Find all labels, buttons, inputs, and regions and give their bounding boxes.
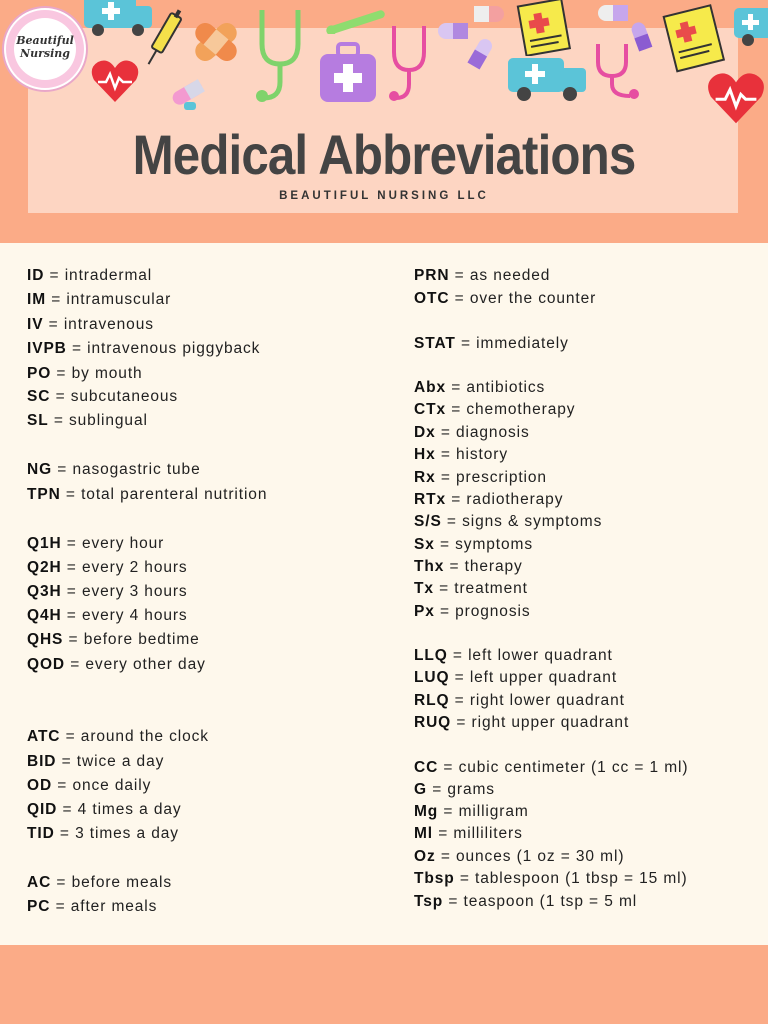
abbreviation-entry — [414, 491, 563, 509]
separator: = — [451, 379, 462, 396]
footer-band — [0, 945, 768, 1024]
abbreviation-term: PC — [27, 898, 51, 915]
abbreviation-meaning: signs & symptoms — [462, 513, 603, 530]
abbreviation-meaning: symptoms — [455, 536, 533, 553]
abbreviation-entry — [414, 580, 528, 598]
pill-icon — [472, 2, 506, 26]
separator: = — [440, 469, 451, 486]
abbreviation-term: Abx — [414, 379, 446, 396]
abbreviation-entry — [27, 777, 151, 795]
abbreviation-entry — [27, 316, 154, 334]
abbreviation-meaning: twice a day — [76, 753, 165, 770]
abbreviation-meaning: sublingual — [69, 412, 148, 429]
separator: = — [454, 692, 465, 709]
separator: = — [443, 759, 454, 776]
abbreviation-meaning: antibiotics — [466, 379, 546, 396]
abbreviation-meaning: every 4 hours — [81, 607, 188, 624]
separator: = — [48, 316, 59, 333]
abbreviation-term: OTC — [414, 290, 450, 307]
abbreviation-meaning: diagnosis — [456, 424, 530, 441]
separator: = — [53, 412, 64, 429]
abbreviation-entry — [27, 535, 164, 553]
abbreviation-entry — [27, 291, 171, 309]
abbreviation-term: Hx — [414, 446, 436, 463]
abbreviation-meaning: by mouth — [71, 365, 143, 382]
pill-icon — [168, 74, 208, 114]
abbreviation-meaning: left lower quadrant — [468, 647, 613, 664]
abbreviation-entry — [414, 469, 547, 487]
abbreviation-meaning: milliliters — [453, 825, 523, 842]
separator: = — [443, 803, 454, 820]
separator: = — [66, 607, 77, 624]
abbreviation-entry — [27, 874, 172, 892]
abbreviation-term: QID — [27, 801, 58, 818]
abbreviation-term: PRN — [414, 267, 450, 284]
notepad-icon — [662, 4, 728, 74]
abbreviation-entry — [27, 583, 188, 601]
separator: = — [432, 781, 443, 798]
separator: = — [72, 340, 82, 357]
separator: = — [440, 446, 451, 463]
abbreviation-entry — [414, 446, 508, 464]
separator: = — [56, 874, 67, 891]
abbreviation-meaning: intramuscular — [66, 291, 172, 308]
abbreviation-entry — [414, 781, 495, 799]
abbreviation-entry — [414, 759, 688, 777]
abbreviation-meaning: therapy — [464, 558, 523, 575]
thermometer-icon — [322, 10, 392, 34]
abbreviation-term: Rx — [414, 469, 436, 486]
abbreviation-entry — [414, 870, 688, 888]
abbreviation-meaning: every 2 hours — [81, 559, 188, 576]
abbreviation-entry — [414, 647, 613, 665]
abbreviation-entry — [27, 656, 206, 674]
stethoscope-icon — [250, 4, 310, 104]
abbreviation-entry — [27, 340, 260, 358]
abbreviation-meaning: treatment — [454, 580, 528, 597]
abbreviation-meaning: total parenteral nutrition — [81, 486, 268, 503]
abbreviation-meaning: teaspoon (1 tsp = 5 ml — [463, 893, 638, 910]
separator: = — [65, 728, 76, 745]
abbreviation-entry — [414, 335, 569, 353]
separator: = — [461, 335, 471, 352]
separator: = — [454, 669, 465, 686]
separator: = — [68, 631, 79, 648]
bandage-icon — [188, 14, 244, 70]
abbreviation-entry — [414, 513, 602, 531]
abbreviation-entry — [27, 559, 188, 577]
abbreviation-entry — [27, 267, 152, 285]
abbreviation-meaning: radiotherapy — [466, 491, 564, 508]
abbreviation-term: NG — [27, 461, 53, 478]
abbreviation-entry — [27, 825, 179, 843]
stethoscope-icon — [384, 22, 434, 102]
separator: = — [440, 848, 451, 865]
separator: = — [439, 536, 450, 553]
abbreviation-term: IVPB — [27, 340, 67, 357]
abbreviation-term: Thx — [414, 558, 445, 575]
abbreviation-entry — [27, 388, 178, 406]
separator: = — [57, 777, 68, 794]
separator: = — [59, 825, 70, 842]
logo-text-line-2: Nursing — [20, 47, 70, 60]
abbreviation-entry — [27, 753, 164, 771]
abbreviation-meaning: immediately — [476, 335, 569, 352]
abbreviation-entry — [414, 825, 523, 843]
abbreviation-term: TID — [27, 825, 55, 842]
separator: = — [449, 558, 460, 575]
separator: = — [66, 535, 77, 552]
abbreviation-meaning: ounces (1 oz = 30 ml) — [456, 848, 625, 865]
ambulance-icon — [506, 50, 590, 104]
abbreviation-meaning: cubic centimeter (1 cc = 1 ml) — [458, 759, 689, 776]
abbreviation-meaning: every other day — [85, 656, 206, 673]
abbreviation-term: Mg — [414, 803, 439, 820]
separator: = — [459, 870, 470, 887]
pill-icon — [436, 20, 470, 42]
abbreviation-term: ATC — [27, 728, 61, 745]
abbreviation-meaning: once daily — [72, 777, 152, 794]
separator: = — [70, 656, 81, 673]
abbreviation-entry — [414, 267, 550, 285]
separator: = — [65, 486, 76, 503]
abbreviation-meaning: history — [456, 446, 508, 463]
abbreviation-meaning: left upper quadrant — [469, 669, 618, 686]
separator: = — [57, 461, 68, 478]
abbreviation-entry — [414, 669, 617, 687]
syringe-icon — [140, 6, 186, 72]
abbreviation-meaning: 4 times a day — [77, 801, 182, 818]
abbreviation-term: Ml — [414, 825, 434, 842]
notepad-icon — [516, 0, 576, 56]
abbreviation-entry — [27, 607, 188, 625]
abbreviation-entry — [414, 848, 624, 866]
abbreviation-entry — [414, 803, 529, 821]
separator: = — [66, 583, 77, 600]
abbreviation-term: LLQ — [414, 647, 448, 664]
abbreviation-meaning: right upper quadrant — [471, 714, 630, 731]
abbreviation-entry — [27, 631, 200, 649]
abbreviation-meaning: intravenous piggyback — [87, 340, 261, 357]
abbreviation-term: IM — [27, 291, 47, 308]
abbreviation-term: AC — [27, 874, 52, 891]
separator: = — [55, 388, 66, 405]
abbreviation-term: BID — [27, 753, 57, 770]
abbreviation-term: ID — [27, 267, 45, 284]
abbreviation-meaning: prognosis — [455, 603, 531, 620]
abbreviation-meaning: tablespoon (1 tbsp = 15 ml) — [475, 870, 688, 887]
page-subtitle: BEAUTIFUL NURSING LLC — [279, 190, 489, 202]
page-title: Medical Abbreviations — [132, 123, 636, 186]
abbreviation-meaning: every 3 hours — [81, 583, 188, 600]
abbreviation-term: Tsp — [414, 893, 444, 910]
heart-pulse-icon — [706, 70, 766, 126]
abbreviation-term: SC — [27, 388, 51, 405]
abbreviation-meaning: grams — [447, 781, 495, 798]
abbreviation-term: OD — [27, 777, 53, 794]
stethoscope-icon — [590, 40, 650, 100]
abbreviation-entry — [27, 461, 201, 479]
abbreviation-meaning: around the clock — [80, 728, 209, 745]
separator: = — [51, 291, 62, 308]
separator: = — [439, 580, 450, 597]
abbreviation-term: Px — [414, 603, 435, 620]
separator: = — [56, 365, 67, 382]
abbreviation-term: QOD — [27, 656, 66, 673]
separator: = — [451, 401, 462, 418]
abbreviation-meaning: as needed — [469, 267, 551, 284]
separator: = — [448, 893, 459, 910]
abbreviation-term: Sx — [414, 536, 435, 553]
abbreviation-meaning: chemotherapy — [466, 401, 576, 418]
abbreviation-entry — [27, 898, 157, 916]
logo — [4, 8, 86, 90]
abbreviation-term: Q3H — [27, 583, 62, 600]
abbreviation-term: QHS — [27, 631, 64, 648]
separator: = — [66, 559, 77, 576]
abbreviation-term: RTx — [414, 491, 446, 508]
abbreviation-term: Tbsp — [414, 870, 455, 887]
abbreviation-meaning: right lower quadrant — [469, 692, 625, 709]
first-aid-kit-icon — [318, 40, 378, 106]
abbreviation-entry — [414, 603, 530, 621]
separator: = — [451, 491, 462, 508]
separator: = — [62, 801, 73, 818]
abbreviation-entry — [414, 290, 596, 308]
abbreviation-term: LUQ — [414, 669, 450, 686]
abbreviation-term: IV — [27, 316, 44, 333]
abbreviation-term: TPN — [27, 486, 61, 503]
abbreviation-meaning: intravenous — [63, 316, 154, 333]
abbreviation-meaning: prescription — [456, 469, 547, 486]
abbreviation-term: RLQ — [414, 692, 450, 709]
abbreviation-entry — [414, 558, 523, 576]
abbreviation-entry — [414, 379, 545, 397]
abbreviation-term: PO — [27, 365, 52, 382]
logo-text-line-1: Beautiful — [16, 34, 74, 47]
abbreviation-entry — [414, 401, 575, 419]
abbreviation-entry — [27, 412, 148, 430]
abbreviation-meaning: intradermal — [64, 267, 153, 284]
abbreviation-meaning: after meals — [70, 898, 158, 915]
abbreviation-term: Dx — [414, 424, 436, 441]
abbreviation-entry — [414, 714, 629, 732]
abbreviation-term: SL — [27, 412, 49, 429]
ambulance-icon — [732, 4, 768, 48]
abbreviation-term: RUQ — [414, 714, 452, 731]
abbreviation-term: CTx — [414, 401, 446, 418]
abbreviation-term: Tx — [414, 580, 434, 597]
separator: = — [439, 603, 450, 620]
pill-icon — [466, 36, 496, 70]
abbreviation-term: Q1H — [27, 535, 62, 552]
abbreviation-term: Oz — [414, 848, 436, 865]
separator: = — [49, 267, 60, 284]
abbreviation-entry — [27, 801, 182, 819]
abbreviation-term: S/S — [414, 513, 442, 530]
abbreviation-term: CC — [414, 759, 439, 776]
separator: = — [440, 424, 451, 441]
abbreviation-entry — [27, 486, 267, 504]
abbreviation-term: Q4H — [27, 607, 62, 624]
separator: = — [446, 513, 457, 530]
abbreviation-meaning: over the counter — [469, 290, 597, 307]
heart-pulse-icon — [90, 58, 140, 104]
abbreviation-meaning: subcutaneous — [70, 388, 179, 405]
abbreviation-meaning: before bedtime — [83, 631, 200, 648]
abbreviation-meaning: nasogastric tube — [72, 461, 201, 478]
abbreviation-entry — [414, 536, 533, 554]
separator: = — [452, 647, 463, 664]
separator: = — [456, 714, 467, 731]
abbreviation-entry — [414, 424, 530, 442]
abbreviation-meaning: milligram — [458, 803, 529, 820]
pill-icon — [596, 2, 630, 24]
abbreviation-term: G — [414, 781, 427, 798]
abbreviation-meaning: before meals — [71, 874, 172, 891]
separator: = — [454, 290, 465, 307]
separator: = — [55, 898, 66, 915]
separator: = — [454, 267, 465, 284]
header-banner — [0, 0, 768, 243]
separator: = — [61, 753, 72, 770]
abbreviation-entry — [27, 728, 209, 746]
abbreviation-meaning: 3 times a day — [75, 825, 179, 842]
abbreviation-entry — [414, 692, 625, 710]
abbreviation-term: Q2H — [27, 559, 62, 576]
abbreviation-meaning: every hour — [81, 535, 165, 552]
abbreviation-entry — [27, 365, 143, 383]
abbreviation-entry — [414, 893, 637, 911]
separator: = — [438, 825, 449, 842]
abbreviation-term: STAT — [414, 335, 456, 352]
